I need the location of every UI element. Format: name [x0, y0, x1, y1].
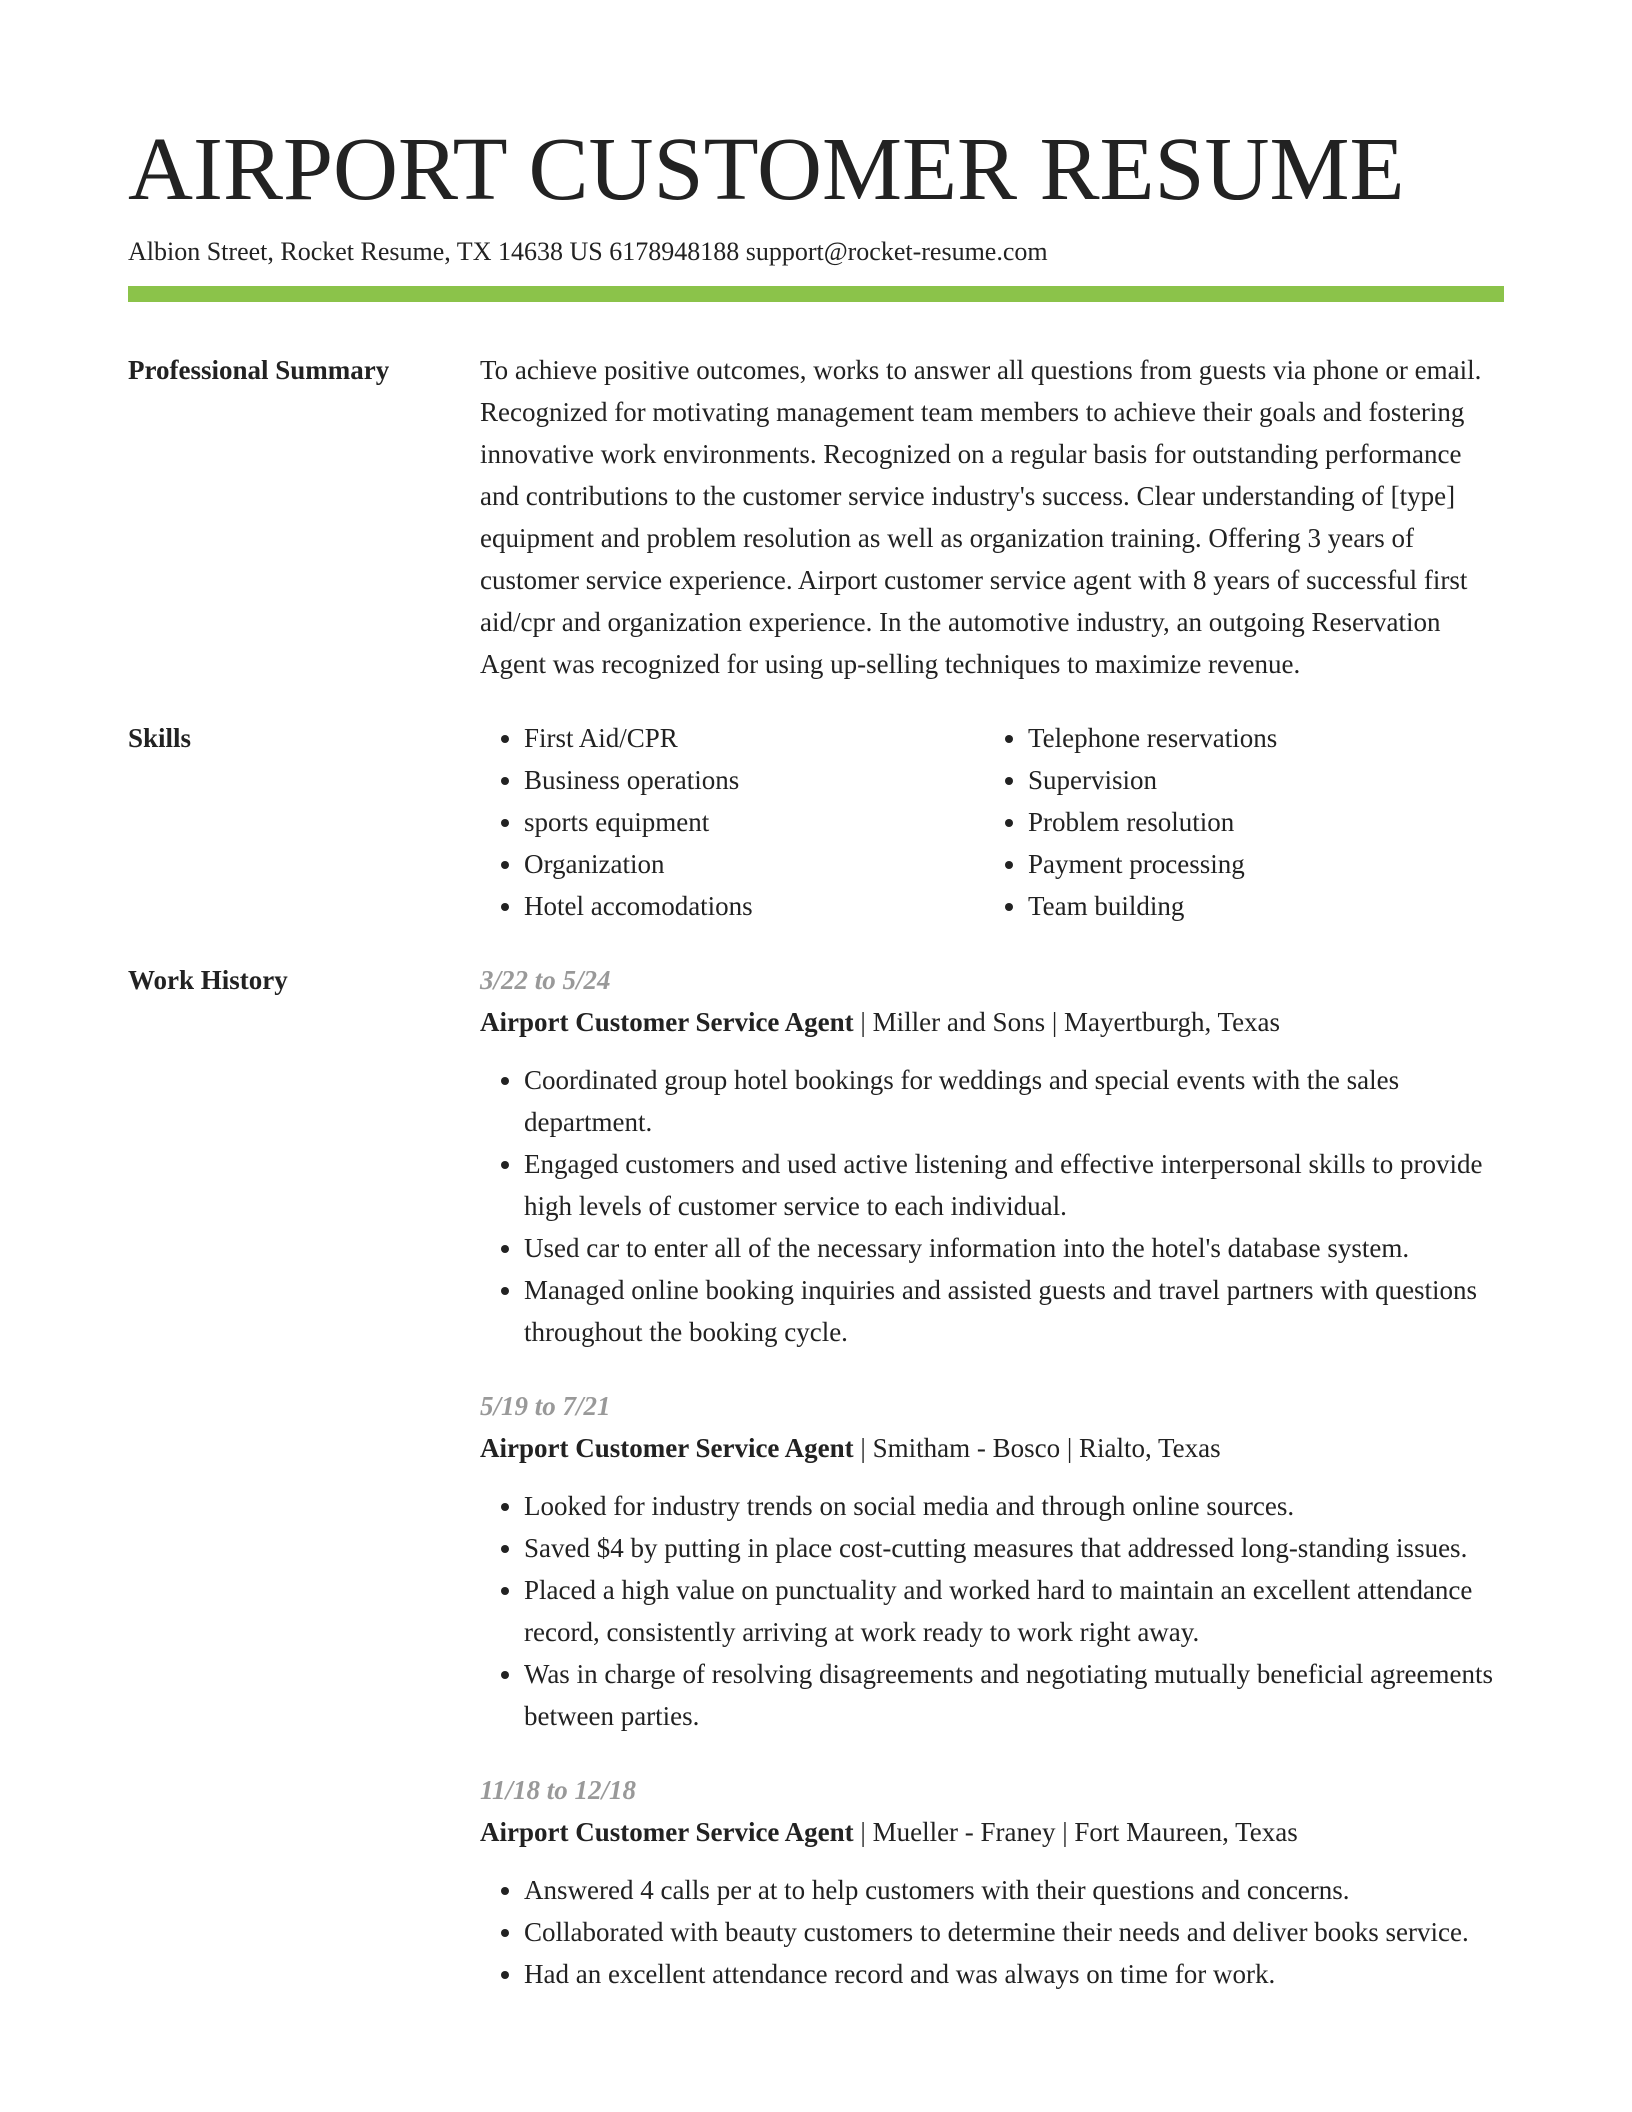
job-bullet: • Engaged customers and used active listening and effective interpersonal skills to provide high levels of customer service to each individual.: [524, 1143, 1504, 1227]
skills-section: [128, 717, 1504, 927]
work-history-section: [128, 959, 1504, 2027]
job-entry: [480, 1769, 1504, 1995]
job-dates: 5/19 to 7/21: [480, 1391, 611, 1421]
job-employer-location: | Smitham - Bosco | Rialto, Texas: [853, 1433, 1221, 1463]
professional-summary-section: [128, 349, 1504, 685]
section-label-summary: Professional Summary: [128, 355, 390, 385]
job-bullet: • Saved $4 by putting in place cost-cutting measures that addressed long-standing issues.: [524, 1527, 1504, 1569]
job-bullet: • Coordinated group hotel bookings for weddings and special events with the sales department.: [524, 1059, 1504, 1143]
skill-item: • Payment processing: [1028, 843, 1488, 885]
job-bullets: [480, 1485, 1504, 1737]
section-label-work: Work History: [128, 965, 288, 995]
job-bullet: • Was in charge of resolving disagreements and negotiating mutually beneficial agreements between parties.: [524, 1653, 1504, 1737]
job-bullet: • Collaborated with beauty customers to determine their needs and deliver books service.: [524, 1911, 1504, 1953]
skill-item: • First Aid/CPR: [524, 717, 984, 759]
job-bullet: • Looked for industry trends on social media and through online sources.: [524, 1485, 1504, 1527]
resume-page: [128, 122, 1504, 2027]
header-divider: [128, 286, 1504, 302]
work-history-body: [480, 959, 1504, 2027]
job-bullet: • Answered 4 calls per at to help customers with their questions and concerns.: [524, 1869, 1504, 1911]
skill-item: • Telephone reservations: [1028, 717, 1488, 759]
job-bullet: • Placed a high value on punctuality and worked hard to maintain an excellent attendance record, consistently arriving at work ready to work right away.: [524, 1569, 1504, 1653]
section-label-skills: Skills: [128, 723, 192, 753]
job-title: Airport Customer Service Agent: [480, 1433, 854, 1463]
skill-item: • Organization: [524, 843, 984, 885]
skill-item: • Team building: [1028, 885, 1488, 927]
skill-item: • Supervision: [1028, 759, 1488, 801]
job-employer-location: | Miller and Sons | Mayertburgh, Texas: [853, 1007, 1281, 1037]
job-title: Airport Customer Service Agent: [480, 1007, 854, 1037]
skills-columns: [480, 717, 1504, 927]
job-bullets: [480, 1059, 1504, 1353]
skills-list-left: [480, 717, 984, 927]
job-heading: [480, 1427, 1504, 1469]
summary-text: To achieve positive outcomes, works to answer all questions from guests via phone or email. Recognized for motivating management team members to achieve their goals and fostering innovative work environments. Recognized on a regular basis for outstanding performance and contributions to the customer service industry's success. Clear understanding of [type] equipment and problem resolution as well as organization training. Offering 3 years of customer service experience. Airport customer service agent with 8 years of successful first aid/cpr and organization experience. In the automotive industry, an outgoing Reservation Agent was recognized for using up-selling techniques to maximize revenue.: [480, 355, 1482, 679]
job-heading: [480, 1001, 1504, 1043]
job-dates: 11/18 to 12/18: [480, 1775, 637, 1805]
job-bullet: • Had an excellent attendance record and was always on time for work.: [524, 1953, 1504, 1995]
skills-list-right: [984, 717, 1488, 927]
job-bullets: [480, 1869, 1504, 1995]
job-title: Airport Customer Service Agent: [480, 1817, 854, 1847]
skill-item: • Business operations: [524, 759, 984, 801]
job-bullet: • Managed online booking inquiries and assisted guests and travel partners with questions throughout the booking cycle.: [524, 1269, 1504, 1353]
job-employer-location: | Mueller - Franey | Fort Maureen, Texas: [853, 1817, 1298, 1847]
job-entry: [480, 1385, 1504, 1737]
skill-item: • Hotel accomodations: [524, 885, 984, 927]
skill-item: • sports equipment: [524, 801, 984, 843]
job-entry: [480, 959, 1504, 1353]
resume-title: AIRPORT CUSTOMER RESUME: [128, 120, 1405, 219]
skill-item: • Problem resolution: [1028, 801, 1488, 843]
job-bullet: • Used car to enter all of the necessary information into the hotel's database system.: [524, 1227, 1504, 1269]
job-heading: [480, 1811, 1504, 1853]
contact-info: Albion Street, Rocket Resume, TX 14638 US 6178948188 support@rocket-resume.com: [128, 237, 1048, 266]
job-dates: 3/22 to 5/24: [480, 965, 611, 995]
